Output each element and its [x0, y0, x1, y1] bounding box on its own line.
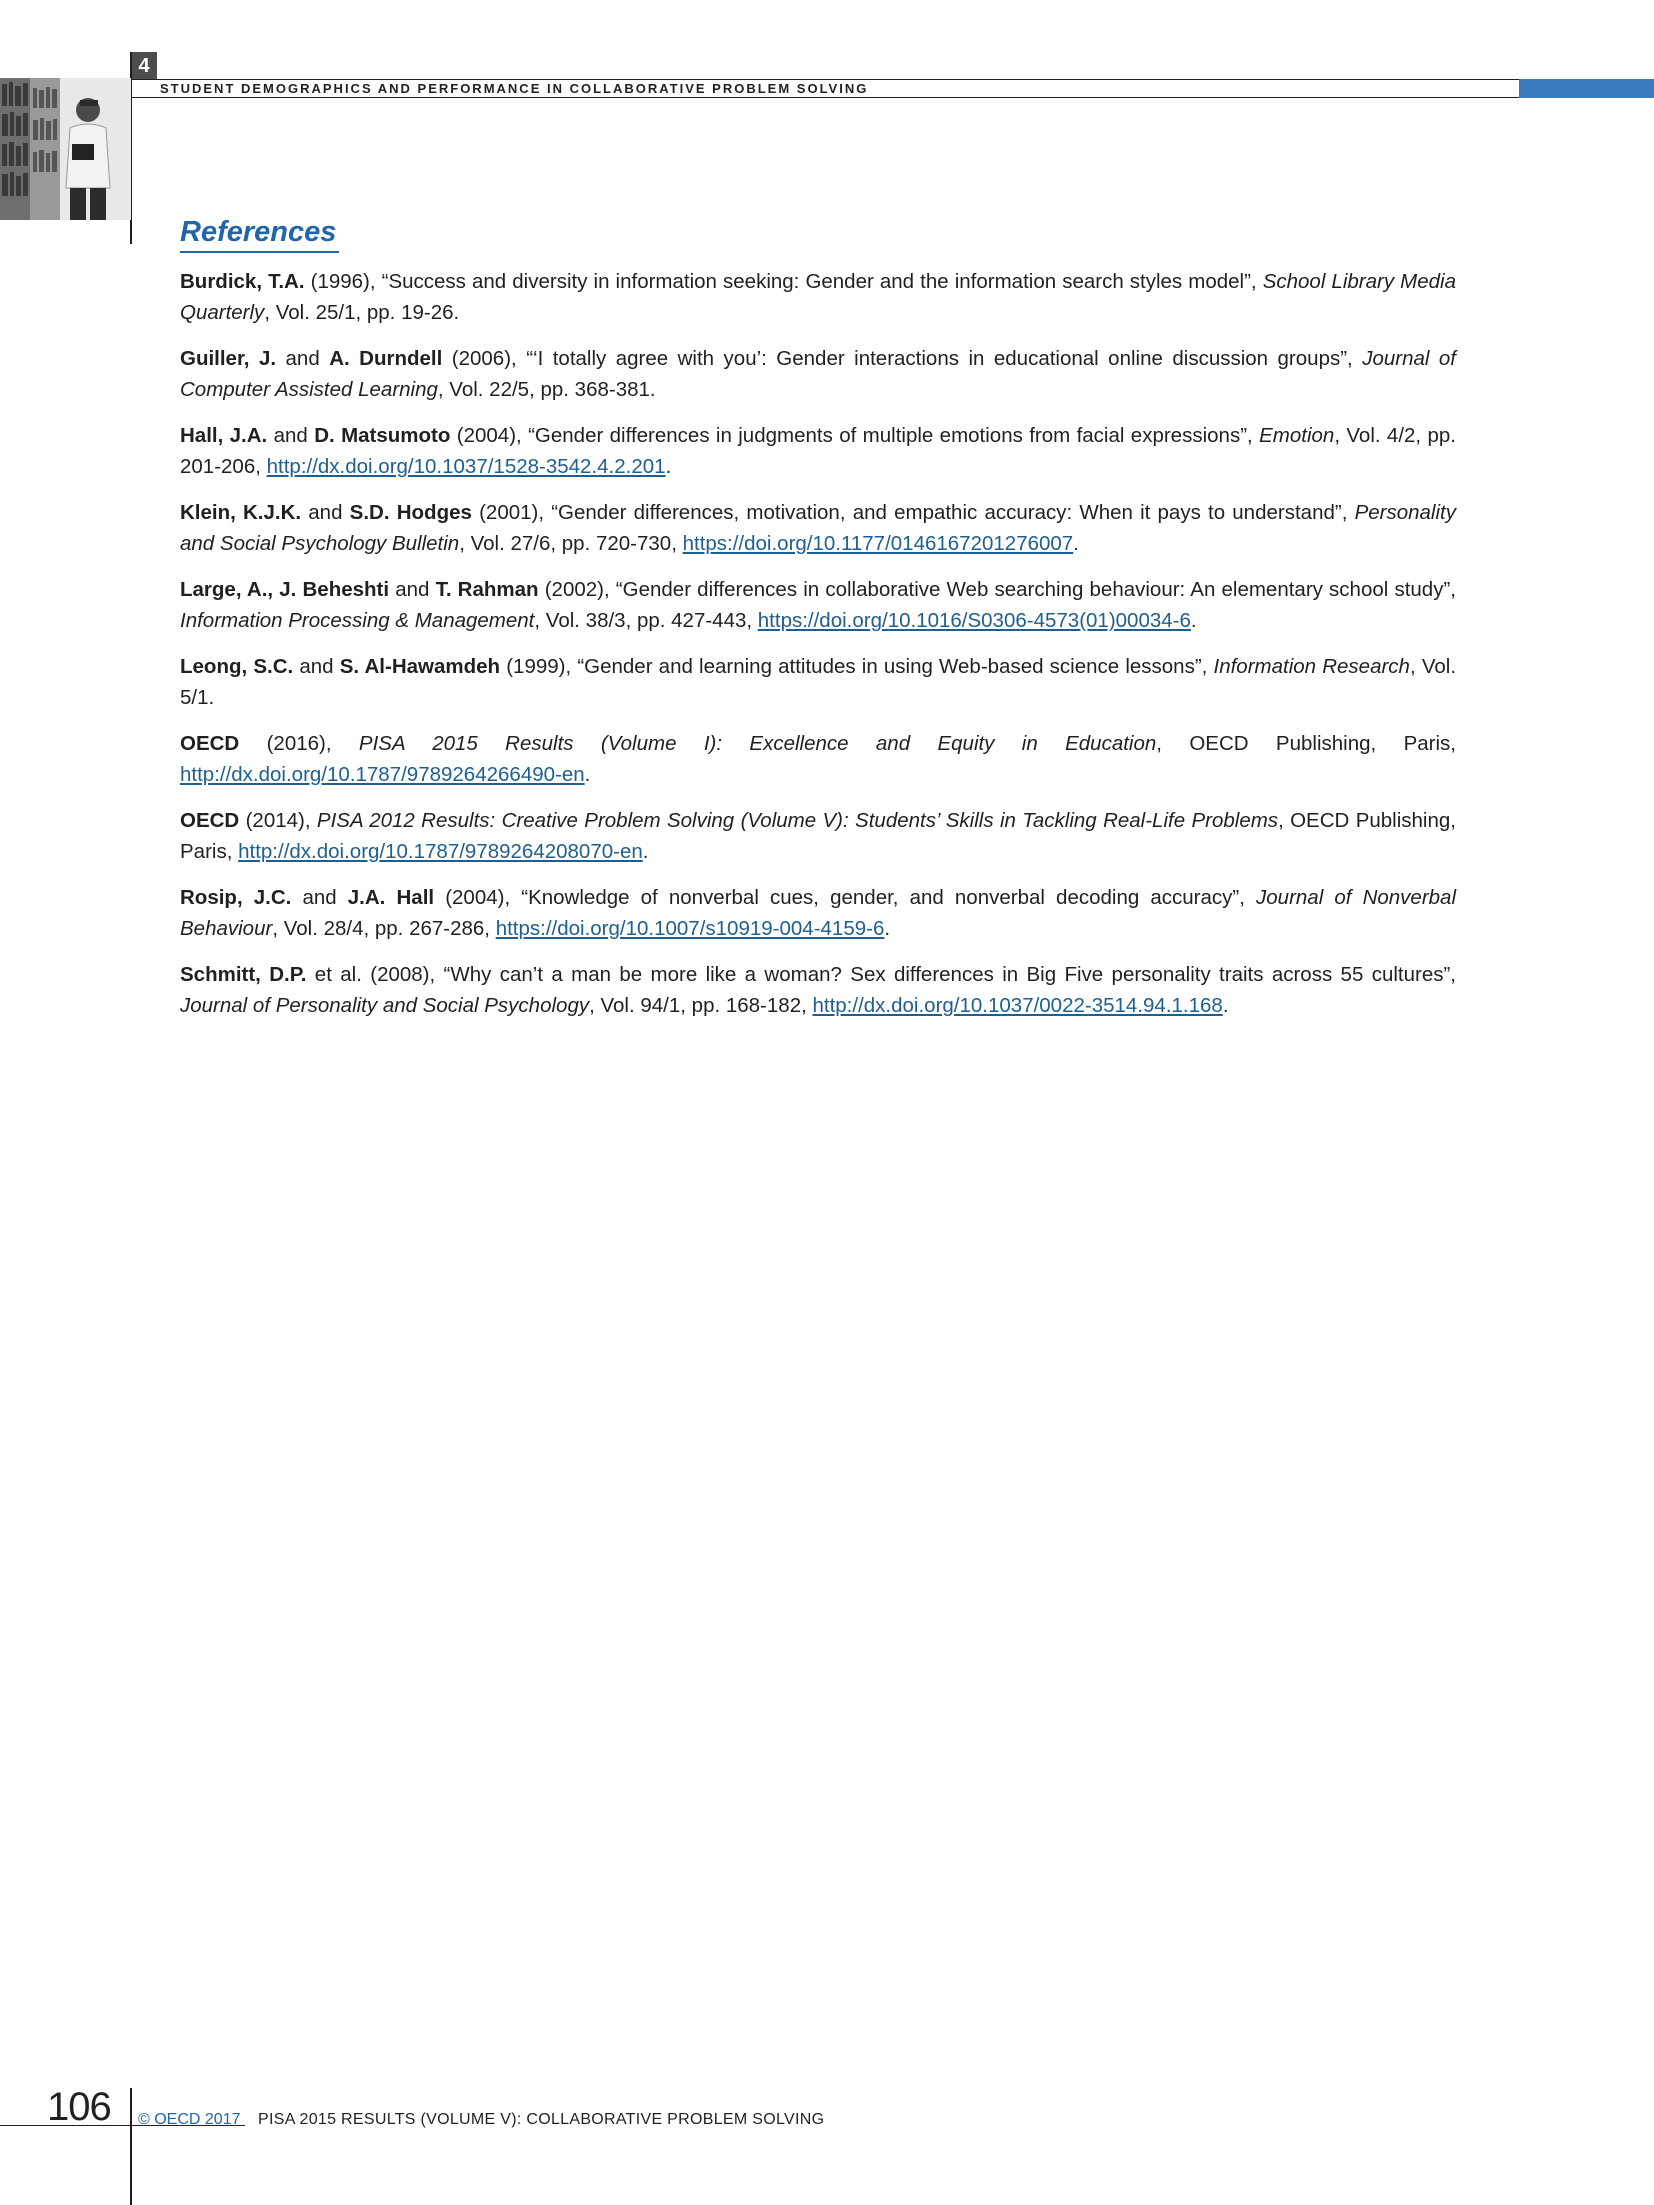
- reference-author: Klein, K.J.K.: [180, 501, 302, 524]
- reference-source: Journal of Nonverbal Behaviour: [180, 886, 1457, 940]
- doi-link[interactable]: http://dx.doi.org/10.1787/9789264208070-en: [238, 840, 643, 863]
- reference-author: Guiller, J.: [180, 347, 277, 370]
- reference-text: (2006), “‘I totally agree with you’: Gender interactions in educational online discussion groups”,: [442, 347, 1363, 370]
- reference-item: [180, 266, 1456, 328]
- reference-text: (1996), “Success and diversity in information seeking: Gender and the information search styles model”,: [304, 270, 1263, 293]
- reference-author: Leong, S.C.: [180, 655, 294, 678]
- reference-text: (2004), “Gender differences in judgments of multiple emotions from facial expressions”,: [450, 424, 1260, 447]
- reference-text: , Vol. 38/3, pp. 427-443,: [534, 609, 758, 632]
- reference-text: and: [276, 347, 330, 370]
- reference-author: Rosip, J.C.: [180, 886, 292, 909]
- reference-text: and: [301, 501, 350, 524]
- reference-item: [180, 343, 1456, 405]
- reference-source: Information Processing & Management: [180, 609, 535, 632]
- reference-text: (1999), “Gender and learning attitudes in using Web-based science lessons”,: [500, 655, 1214, 678]
- reference-author: S. Al-Hawamdeh: [339, 655, 501, 678]
- reference-text: et al. (2008), “Why can’t a man be more like a woman? Sex differences in Big Five personality traits across 55 cultures”,: [306, 963, 1457, 986]
- reference-author: D. Matsumoto: [314, 424, 451, 447]
- footer-publication-title: PISA 2015 RESULTS (VOLUME V): COLLABORATIVE PROBLEM SOLVING: [258, 2111, 825, 2128]
- reference-source: PISA 2015 Results (Volume I): Excellence and Equity in Education: [358, 732, 1157, 755]
- reference-source: PISA 2012 Results: Creative Problem Solving (Volume V): Students’ Skills in Tackling Real-Life Problems: [316, 809, 1279, 832]
- reference-text: and: [267, 424, 315, 447]
- reference-source: Journal of Computer Assisted Learning: [180, 347, 1456, 401]
- reference-source: School Library Media Quarterly: [180, 270, 1456, 324]
- header-accent-bar: [1519, 79, 1654, 98]
- reference-source: Information Research: [1213, 655, 1410, 678]
- reference-author: J.A. Hall: [347, 886, 435, 909]
- reference-item: [180, 805, 1456, 867]
- reference-item: [180, 728, 1456, 790]
- reference-text: (2016),: [239, 732, 359, 755]
- doi-link[interactable]: https://doi.org/10.1177/0146167201276007: [682, 532, 1074, 555]
- header-rule: [131, 97, 1519, 98]
- reference-item: [180, 497, 1456, 559]
- reference-source: Journal of Personality and Social Psychology: [180, 994, 590, 1017]
- reference-text: , Vol. 22/5, pp. 368-381.: [437, 378, 656, 401]
- chapter-number: 4: [131, 52, 157, 80]
- reference-text: , Vol. 25/1, pp. 19-26.: [264, 301, 460, 324]
- reference-author: Burdick, T.A.: [180, 270, 305, 293]
- reference-item: [180, 882, 1456, 944]
- doi-link[interactable]: http://dx.doi.org/10.1787/9789264266490-en: [180, 763, 585, 786]
- reference-text: , OECD Publishing, Paris,: [1156, 732, 1456, 755]
- reference-author: T. Rahman: [435, 578, 539, 601]
- reference-text: .: [1073, 532, 1079, 555]
- reference-text: and: [291, 886, 348, 909]
- reference-text: .: [642, 840, 649, 863]
- running-header: STUDENT DEMOGRAPHICS AND PERFORMANCE IN COLLABORATIVE PROBLEM SOLVING: [160, 81, 869, 96]
- reference-text: and: [389, 578, 436, 601]
- footer-vertical-rule: [130, 2088, 132, 2205]
- reference-item: [180, 420, 1456, 482]
- reference-author: OECD: [180, 809, 240, 832]
- reference-author: Large, A., J. Beheshti: [180, 578, 390, 601]
- reference-item: [180, 959, 1456, 1021]
- reference-text: .: [1190, 609, 1197, 632]
- reference-text: (2004), “Knowledge of nonverbal cues, gender, and nonverbal decoding accuracy”,: [434, 886, 1257, 909]
- reference-list: [180, 266, 1456, 1036]
- reference-text: , Vol. 27/6, pp. 720-730,: [459, 532, 683, 555]
- reference-text: (2014),: [239, 809, 317, 832]
- reference-item: [180, 574, 1456, 636]
- reference-item: [180, 651, 1456, 713]
- doi-link[interactable]: http://dx.doi.org/10.1037/0022-3514.94.1.168: [812, 994, 1223, 1017]
- reference-author: S.D. Hodges: [349, 501, 472, 524]
- reference-text: , OECD Publishing, Paris,: [180, 809, 1456, 863]
- reference-text: (2002), “Gender differences in collaborative Web searching behaviour: An elementary school study”,: [538, 578, 1456, 601]
- reference-text: .: [884, 917, 891, 940]
- reference-source: Personality and Social Psychology Bulletin: [180, 501, 1456, 555]
- reference-text: and: [293, 655, 340, 678]
- reference-text: , Vol. 94/1, pp. 168-182,: [589, 994, 813, 1017]
- reference-text: .: [584, 763, 591, 786]
- reference-text: , Vol. 5/1.: [180, 655, 1457, 709]
- reference-source: Emotion: [1259, 424, 1335, 447]
- footer-copyright: © OECD 2017: [138, 2111, 241, 2128]
- reference-author: OECD: [180, 732, 240, 755]
- reference-author: Schmitt, D.P.: [180, 963, 307, 986]
- reference-text: (2001), “Gender differences, motivation, and empathic accuracy: When it pays to understand”,: [471, 501, 1355, 524]
- reference-text: , Vol. 28/4, pp. 267-286,: [272, 917, 496, 940]
- reference-text: .: [1222, 994, 1229, 1017]
- library-photo-icon: [0, 78, 131, 220]
- page-number: 106: [47, 2085, 111, 2129]
- reference-text: .: [665, 455, 672, 478]
- doi-link[interactable]: http://dx.doi.org/10.1037/1528-3542.4.2.201: [266, 455, 666, 478]
- doi-link[interactable]: https://doi.org/10.1007/s10919-004-4159-6: [495, 917, 885, 940]
- reference-author: Hall, J.A.: [180, 424, 268, 447]
- reference-text: , Vol. 4/2, pp. 201-206,: [180, 424, 1456, 478]
- section-title: References: [180, 216, 337, 248]
- title-underline: [180, 251, 339, 253]
- reference-author: A. Durndell: [329, 347, 443, 370]
- doi-link[interactable]: https://doi.org/10.1016/S0306-4573(01)00034-6: [757, 609, 1191, 632]
